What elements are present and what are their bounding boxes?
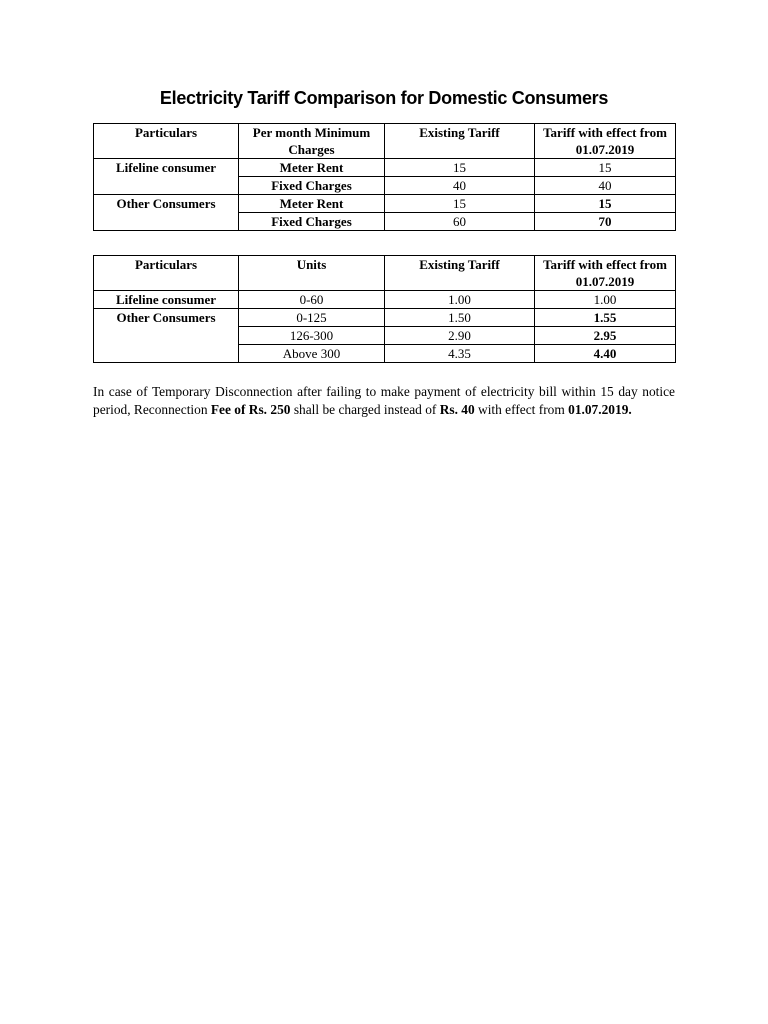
table-header-row <box>94 256 676 291</box>
header-particulars: Particulars <box>94 256 239 291</box>
table-row <box>94 195 676 213</box>
header-new-tariff: Tariff with effect from 01.07.2019 <box>535 256 676 291</box>
header-minimum-charges: Per month Minimum Charges <box>239 124 385 159</box>
item-cell: Meter Rent <box>239 159 385 177</box>
existing-value: 15 <box>385 159 535 177</box>
new-value: 2.95 <box>535 327 676 345</box>
new-value: 4.40 <box>535 345 676 363</box>
new-value: 40 <box>535 177 676 195</box>
table-row <box>94 345 676 363</box>
category-cell: Lifeline consumer <box>94 291 239 309</box>
table-header-row <box>94 124 676 159</box>
table-row <box>94 213 676 231</box>
new-value: 1.00 <box>535 291 676 309</box>
header-units: Units <box>239 256 385 291</box>
existing-value: 40 <box>385 177 535 195</box>
existing-value: 1.50 <box>385 309 535 327</box>
table-row <box>94 327 676 345</box>
item-cell: Meter Rent <box>239 195 385 213</box>
category-cell-empty <box>94 213 239 231</box>
category-cell: Other Consumers <box>94 195 239 213</box>
header-existing-tariff: Existing Tariff <box>385 256 535 291</box>
category-cell-empty <box>94 327 239 345</box>
note-text: In case of Temporary Disconnection after failing to make payment of electricity bill within 15 day notice period, Reconnection <box>93 384 675 417</box>
existing-value: 1.00 <box>385 291 535 309</box>
new-value: 1.55 <box>535 309 676 327</box>
header-new-tariff: Tariff with effect from 01.07.2019 <box>535 124 676 159</box>
units-cell: 0-60 <box>239 291 385 309</box>
note-new-fee: Fee of Rs. 250 <box>210 402 291 417</box>
new-value: 15 <box>535 195 676 213</box>
units-cell: Above 300 <box>239 345 385 363</box>
minimum-charges-table <box>93 123 676 231</box>
category-cell-empty <box>94 177 239 195</box>
new-value: 70 <box>535 213 676 231</box>
header-particulars: Particulars <box>134 125 198 140</box>
energy-charges-table <box>93 255 676 363</box>
reconnection-fee-note <box>93 383 675 419</box>
units-cell: 126-300 <box>239 327 385 345</box>
units-cell: 0-125 <box>239 309 385 327</box>
table-row <box>94 309 676 327</box>
category-cell: Lifeline consumer <box>94 159 239 177</box>
document-title: Electricity Tariff Comparison for Domestic Consumers <box>159 88 609 108</box>
existing-value: 60 <box>385 213 535 231</box>
existing-value: 2.90 <box>385 327 535 345</box>
note-text: shall be charged instead of <box>290 402 440 417</box>
table-row <box>94 291 676 309</box>
existing-value: 15 <box>385 195 535 213</box>
note-text: with effect from <box>474 402 569 417</box>
item-cell: Fixed Charges <box>239 213 385 231</box>
table-row <box>94 159 676 177</box>
new-value: 15 <box>535 159 676 177</box>
category-cell: Other Consumers <box>94 309 239 327</box>
header-existing-tariff: Existing Tariff <box>385 124 535 159</box>
existing-value: 4.35 <box>385 345 535 363</box>
table-row <box>94 177 676 195</box>
category-cell-empty <box>94 345 239 363</box>
note-old-fee: Rs. 40 <box>439 402 475 417</box>
item-cell: Fixed Charges <box>239 177 385 195</box>
note-effective-date: 01.07.2019. <box>568 402 632 417</box>
